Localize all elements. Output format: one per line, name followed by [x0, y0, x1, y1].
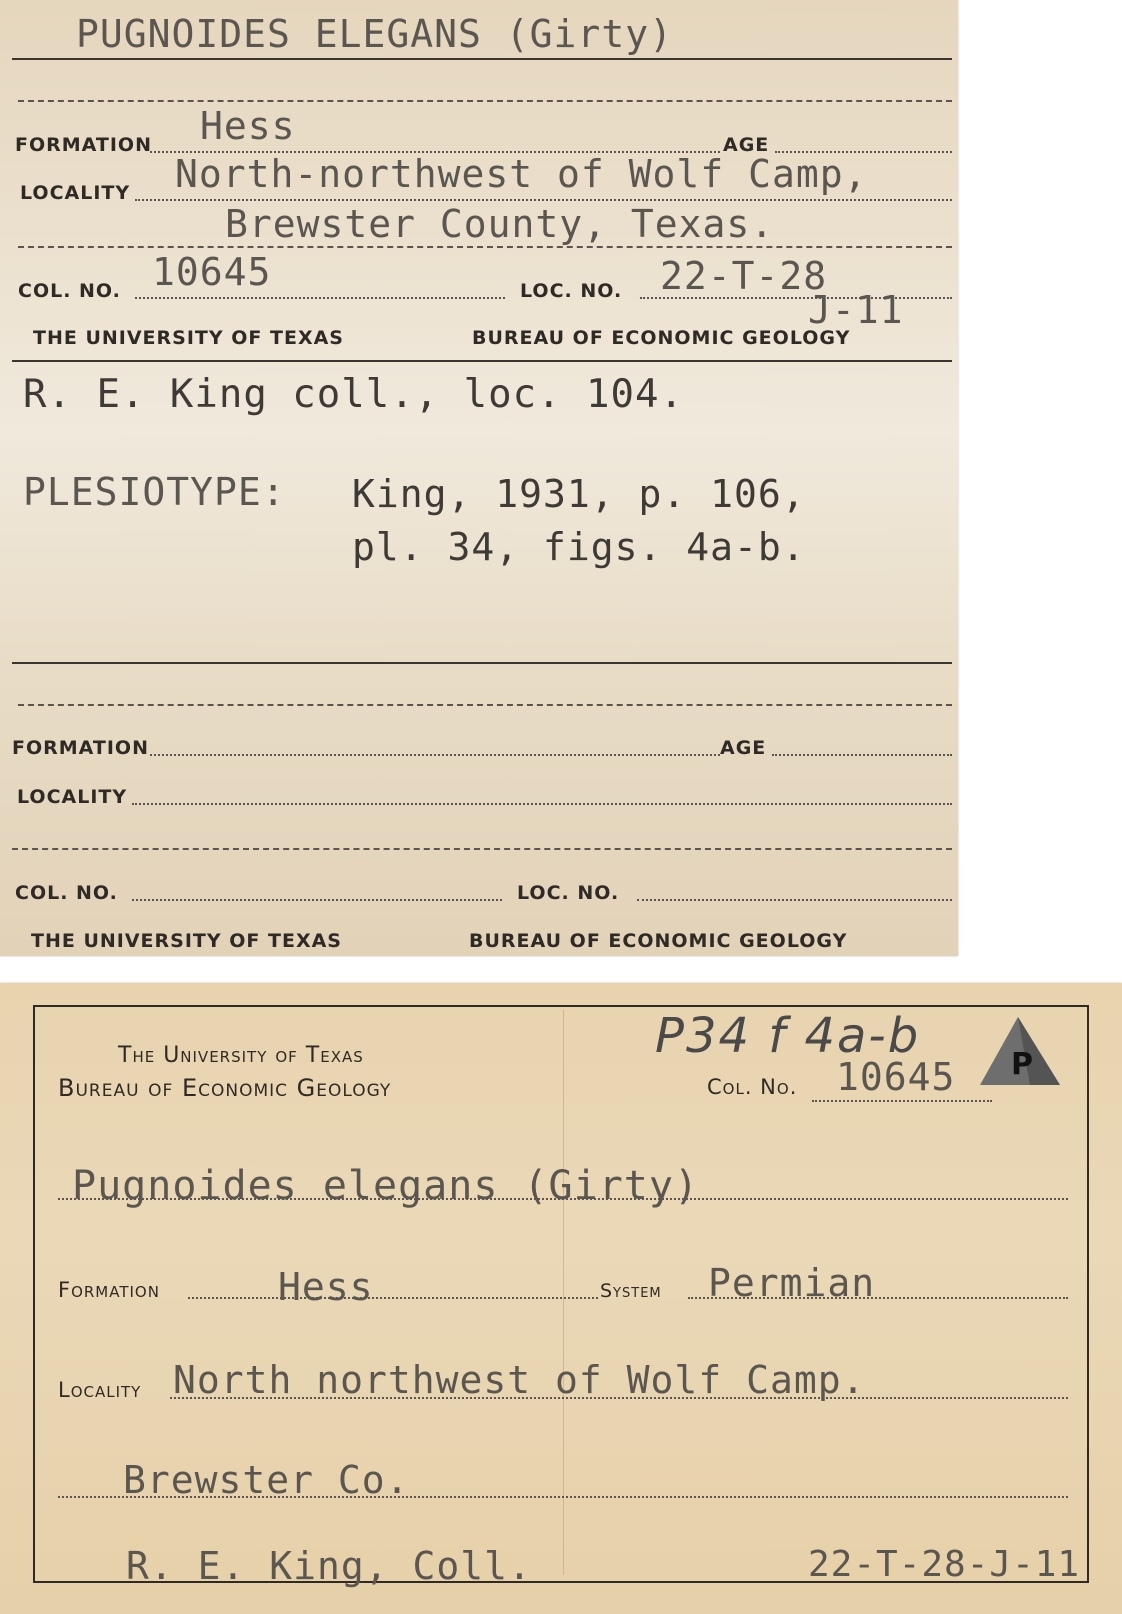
collection-note: R. E. King coll., loc. 104.: [23, 372, 684, 417]
locality-line-blank: [132, 803, 952, 805]
locality-line-2: Brewster County, Texas.: [225, 202, 775, 246]
handwritten-plate-ref: P34 f 4a-b: [655, 1008, 921, 1064]
dashed-rule: [12, 848, 952, 850]
plesiotype-line-1: King, 1931, p. 106,: [352, 472, 806, 516]
col-no-value: 10645: [836, 1055, 956, 1099]
dashed-rule: [18, 704, 952, 706]
locality-code: 22-T-28-J-11: [808, 1544, 1081, 1585]
col-no-label-blank: COL. NO.: [15, 882, 118, 904]
university-name: THE UNIVERSITY OF TEXAS: [33, 327, 344, 349]
col-no-line: [812, 1100, 992, 1102]
formation-label: Formation: [58, 1278, 160, 1302]
col-no-label: COL. NO.: [18, 280, 121, 302]
locality-line-1: North-northwest of Wolf Camp,: [175, 152, 868, 196]
card-fold-crease: [563, 1010, 564, 1575]
locality-label: Locality: [58, 1378, 142, 1402]
formation-label-blank: FORMATION: [12, 737, 149, 759]
lower-title-line: [12, 662, 952, 664]
locality-continuation-line: [58, 1496, 1068, 1498]
loc-no-value: 22-T-28: [660, 254, 828, 298]
formation-line: [188, 1297, 598, 1299]
age-label-blank: AGE: [720, 737, 767, 759]
system-label: System: [600, 1280, 662, 1302]
col-no-value: 10645: [152, 250, 272, 294]
species-name: Pugnoides elegans (Girty): [72, 1163, 700, 1209]
university-heading: The University of Texas: [118, 1043, 364, 1068]
age-label: AGE: [723, 134, 770, 156]
species-line: [58, 1198, 1068, 1200]
university-name-lower: THE UNIVERSITY OF TEXAS: [31, 930, 342, 952]
dashed-rule: [18, 100, 952, 102]
collector-name: R. E. King, Coll.: [126, 1544, 532, 1588]
locality-label: LOCALITY: [20, 182, 131, 204]
triangle-category-icon: [980, 1015, 1062, 1087]
formation-line-blank: [150, 754, 720, 756]
loc-no-label: LOC. NO.: [520, 280, 623, 302]
locality-label-blank: LOCALITY: [17, 786, 128, 808]
section-divider: [12, 360, 952, 362]
dashed-rule: [18, 246, 952, 248]
col-no-line: [135, 297, 505, 299]
col-no-label: Col. No.: [707, 1075, 798, 1099]
locality-line-2: Brewster Co.: [123, 1458, 410, 1502]
triangle-letter: P: [1011, 1047, 1033, 1082]
formation-label: FORMATION: [15, 134, 152, 156]
loc-no-line-blank: [637, 899, 952, 901]
loc-no-label-blank: LOC. NO.: [517, 882, 620, 904]
age-line-blank: [772, 754, 952, 756]
col-no-line-blank: [132, 899, 502, 901]
loc-no-suffix: J-11: [808, 288, 904, 332]
locality-line: [135, 199, 952, 201]
plesiotype-label: PLESIOTYPE:: [23, 470, 286, 514]
locality-line-1: North northwest of Wolf Camp.: [173, 1358, 866, 1402]
title-underline: [12, 58, 952, 60]
bureau-name-lower: BUREAU OF ECONOMIC GEOLOGY: [469, 930, 848, 952]
species-title: PUGNOIDES ELEGANS (Girty): [76, 12, 673, 56]
formation-value: Hess: [200, 104, 296, 148]
bureau-heading: Bureau of Economic Geology: [58, 1074, 392, 1102]
bureau-name: BUREAU OF ECONOMIC GEOLOGY: [472, 327, 851, 349]
formation-value: Hess: [278, 1265, 374, 1309]
plesiotype-line-2: pl. 34, figs. 4a-b.: [352, 525, 806, 569]
system-value: Permian: [708, 1261, 876, 1305]
